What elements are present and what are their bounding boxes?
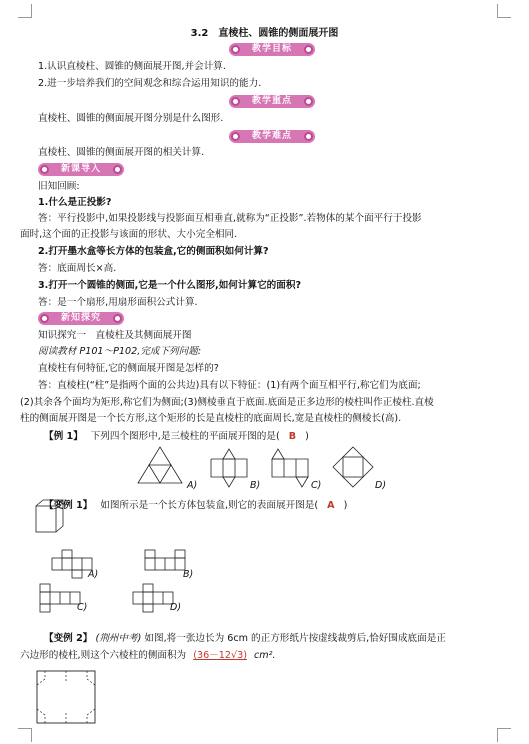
goal-2: 2.进一步培养我们的空间观念和综合运用知识的能力. — [38, 78, 262, 89]
banner-dot-icon — [40, 165, 49, 174]
section-banner-intro: 新课导入 — [38, 163, 124, 176]
review-heading: 旧知回顾: — [38, 181, 80, 192]
review-q3: 3.打开一个圆锥的侧面,它是一个什么图形,如何计算它的面积? — [38, 280, 302, 291]
example-1-option-a: A) — [187, 480, 198, 491]
example-1-option-c: C) — [311, 480, 322, 491]
explore-answer-line3: 柱的侧面展开图是一个长方形,这个矩形的长是直棱柱的底面周长,宽是直棱柱的侧棱长(高). — [20, 413, 402, 424]
section-banner-goals: 教学目标 — [229, 43, 315, 56]
crop-mark-tr — [497, 4, 511, 18]
variant-1-answer: A — [327, 500, 335, 511]
option-c-prism-net — [272, 447, 316, 491]
banner-dot-icon — [231, 97, 240, 106]
variant-2-line1: 【变例 2】 (荆州中考) 如图,将一张边长为 6cm 的正方形纸片按虚线裁剪后,恰好围成底面是正 — [44, 633, 446, 644]
explore-answer-line2: (2)其余各个面均为矩形,称它们为侧面;(3)侧棱垂直于底面.底面是正多边形的棱柱叫作正棱柱.直棱 — [20, 397, 434, 408]
variant-1-option-b: B) — [183, 569, 194, 580]
banner-dot-icon — [113, 314, 122, 323]
section-banner-key: 教学重点 — [229, 95, 315, 108]
banner-dot-icon — [304, 132, 313, 141]
banner-dot-icon — [304, 97, 313, 106]
review-a3: 答：是一个扇形,用扇形面积公式计算. — [38, 297, 198, 308]
variant-1-option-d: D) — [170, 602, 182, 613]
variant-2-line2: 六边形的棱柱,则这个六棱柱的侧面积为 (36－12√3) cm². — [20, 650, 276, 661]
square-paper-figure — [37, 671, 99, 727]
banner-dot-icon — [231, 45, 240, 54]
example-1-option-d: D) — [375, 480, 387, 491]
section-banner-difficulty: 教学难点 — [229, 130, 315, 143]
difficulty-text: 直棱柱、圆锥的侧面展开图的相关计算. — [38, 147, 205, 158]
example-1: 【例 1】 下列四个图形中,是三棱柱的平面展开图的是( B ) — [44, 431, 309, 442]
explore-answer-line1: 答：直棱柱(“柱”是指两个面的公共边)具有以下特征：(1)有两个面互相平行,称它们为底面; — [38, 380, 421, 391]
review-q2: 2.打开墨水盒等长方体的包装盒,它的侧面积如何计算? — [38, 246, 269, 257]
banner-dot-icon — [304, 45, 313, 54]
section-banner-explore: 新知探究 — [38, 312, 124, 325]
crop-mark-bl — [18, 728, 32, 742]
review-a1-line1: 答：平行投影中,如果投影线与投影面互相垂直,就称为“正投影”.若物体的某个面平行于投影 — [38, 213, 422, 224]
banner-dot-icon — [40, 314, 49, 323]
example-1-answer: B — [288, 431, 297, 442]
crop-mark-br — [497, 728, 511, 742]
variant-1: 【变例 1】 如图所示是一个长方体包装盒,则它的表面展开图是( A ) — [44, 500, 348, 511]
review-a1-line2: 面时,这个面的正投影与该面的形状、大小完全相同. — [20, 229, 238, 240]
example-1-option-b: B) — [250, 480, 261, 491]
crop-mark-tl — [18, 4, 32, 18]
review-q1: 1.什么是正投影? — [38, 197, 112, 208]
explore-question: 直棱柱有何特征,它的侧面展开图是怎样的? — [38, 363, 219, 374]
goal-1: 1.认识直棱柱、圆锥的侧面展开图,并会计算. — [38, 61, 226, 72]
page-title: 3.2 直棱柱、圆锥的侧面展开图 — [190, 28, 339, 39]
reading-instruction: 阅读教材 P101～P102,完成下列问题: — [38, 346, 202, 357]
key-point-text: 直棱柱、圆锥的侧面展开图分别是什么图形. — [38, 113, 224, 124]
knowledge-point-1: 知识探究一 直棱柱及其侧面展开图 — [38, 330, 192, 341]
variant-1-option-a: A) — [88, 569, 99, 580]
banner-dot-icon — [113, 165, 122, 174]
banner-dot-icon — [231, 132, 240, 141]
option-b-prism-net — [211, 447, 251, 491]
option-d-pyramid-net — [333, 447, 377, 491]
variant-2-answer: (36－12√3) — [193, 650, 247, 661]
option-a-triangle-net — [138, 447, 188, 487]
variant-1-option-c: C) — [77, 602, 88, 613]
review-a2: 答：底面周长×高. — [38, 263, 117, 274]
